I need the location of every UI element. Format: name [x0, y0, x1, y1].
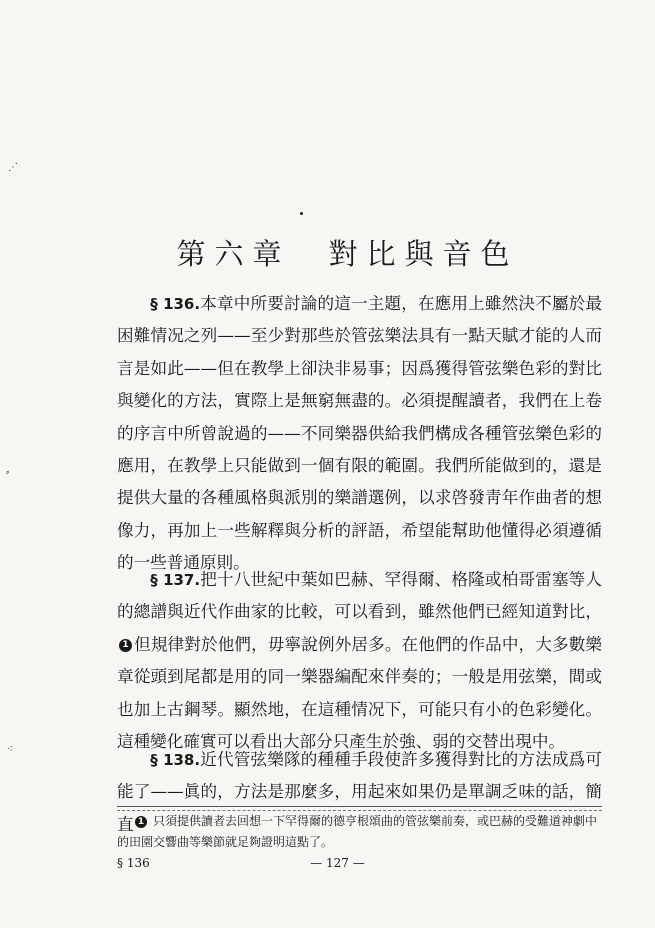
scan-speck: ⋰	[8, 162, 18, 173]
footnote-marker: 1	[135, 816, 147, 828]
ornament-dot	[300, 212, 303, 215]
paragraph-136	[117, 288, 602, 580]
section-number: § 137.	[150, 571, 201, 589]
chapter-title: 第六章 對比與音色	[176, 237, 519, 271]
section-number: § 138.	[150, 751, 201, 769]
footnote-divider	[117, 806, 602, 807]
paragraph-text: 本章中所要討論的這一主題，在應用上雖然決不屬於最困難情况之列——至少對那些於管弦樂法具有一點天賦才能的人而言是如此——但在教學上卻決非易事；因爲獲得管弦樂色彩的對比與變化的方法，實際上是無窮無盡的。必須提醒讀者，我們在上卷的序言中所曾說過的——不同樂器供給我們構成各種管弦樂色彩的應用，在教學上只能做到一個有限的範圍。我們所能做到的，還是提供大量的各種風格與派別的樂譜選例，以求啓發靑年作曲者的想像力，再加上一些解釋與分析的評語，希望能幫助他懂得必須遵循的一些普通原則。	[117, 294, 603, 573]
scan-speck: ⁖	[7, 744, 13, 755]
scan-speck: ⸗	[6, 467, 10, 478]
paragraph-text-continued: 但規律對於他們，毋寧說例外居多。在他們的作品中，大多數樂章從頭到尾都是用的同一樂器編配來伴奏的；一般是用弦樂，間或也加上古鋼琴。顯然地，在這種情况下，可能只有小的色彩變化。這種變化確實可以看出大部分只產生於強、弱的交替出現中。	[117, 634, 602, 752]
paragraph-text: 近代管弦樂隊的種種手段使許多獲得對比的方法成爲可能了——眞的，方法是那麼多，用起來如果仍是單調乏味的話，簡直	[117, 750, 603, 834]
section-number: § 136.	[150, 295, 201, 313]
footnote-reference[interactable]: 1	[119, 639, 132, 652]
running-section-ref: § 136	[117, 856, 150, 870]
page-number: — 127 —	[310, 856, 365, 870]
paragraph-137	[117, 564, 602, 758]
paragraph-text: 把十八世紀中葉如巴赫、罕得爾、格隆或柏哥雷塞等人的總譜與近代作曲家的比較，可以看到，雖然他們已經知道對比，	[117, 570, 603, 622]
footnote	[117, 811, 602, 853]
footnote-text: 只須提供讀者去回想一下罕得爾的德亨根頌曲的管弦樂前奏，或巴赫的受難道神劇中的田園交響曲等樂節就足夠證明這點了。	[117, 814, 598, 849]
